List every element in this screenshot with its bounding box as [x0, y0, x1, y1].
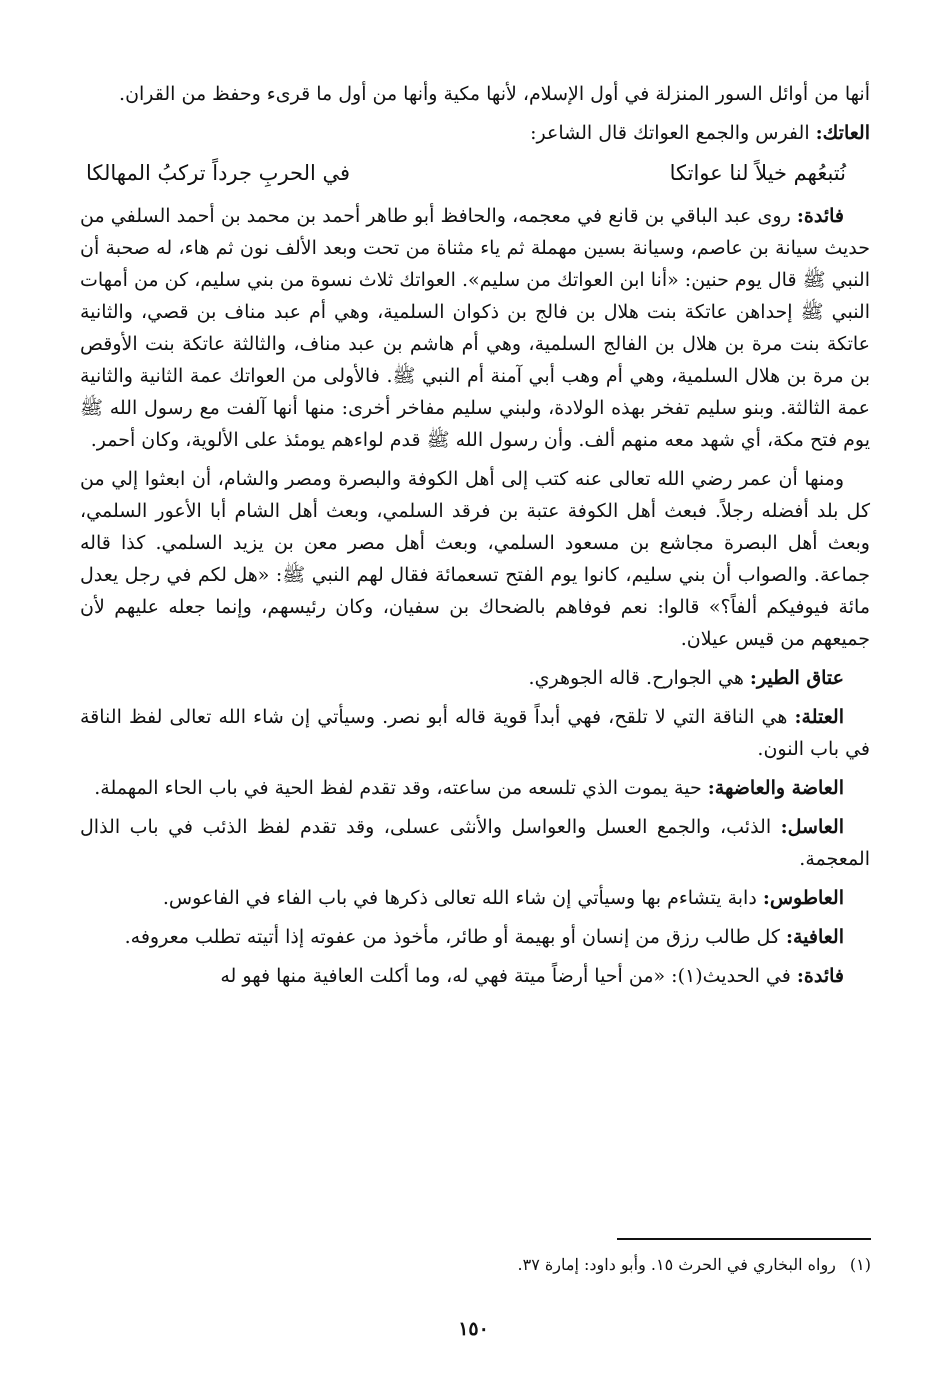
entry-term: فائدة:: [796, 205, 844, 227]
entry-al-afiya: [80, 921, 870, 953]
verse-second-hemistich: في الحربِ جرداً تركبُ المهالكا: [86, 161, 351, 185]
entry-ataq-al-tayr: [80, 662, 870, 694]
entry-term: العاتك:: [815, 122, 870, 144]
entry-term: العافية:: [785, 926, 844, 948]
entry-faida-1: [80, 200, 870, 456]
entry-term: فائدة:: [796, 965, 844, 987]
entry-text: الذئب، والجمع العسل والعواسل والأنثى عسلى، وقد تقدم لفظ الذئب في باب الذال المعجمة.: [80, 816, 870, 870]
entry-text: الفرس والجمع العواتك قال الشاعر:: [530, 122, 816, 144]
footnote-number: (١): [849, 1255, 871, 1274]
entry-faida-2: [80, 960, 870, 992]
entry-text: في الحديث(١): «من أحيا أرضاً ميتة فهي له، وما أكلت العافية منها فهو له: [220, 965, 797, 987]
paragraph-text: أنها من أوائل السور المنزلة في أول الإسلام، لأنها مكية وأنها من أول ما قرىء وحفظ من القران.: [119, 83, 870, 105]
paragraph-intro: [80, 78, 870, 110]
entry-term: عتاق الطير:: [749, 667, 844, 689]
entry-term: العاطوس:: [762, 887, 844, 909]
entry-al-atus: [80, 882, 870, 914]
entry-text: هي الناقة التي لا تلقح، فهي أبداً قوية قاله أبو نصر. وسيأتي إن شاء الله تعالى لفظ الناقة في باب النون.: [80, 706, 870, 760]
entry-term: العاسل:: [780, 816, 844, 838]
footnote: [300, 1253, 871, 1277]
page-body: [80, 78, 870, 999]
entry-al-atala: [80, 701, 870, 765]
poetry-verse: [80, 156, 870, 190]
entry-text: حية يموت الذي تلسعه من ساعته، وقد تقدم لفظ الحية في باب الحاء المهملة.: [94, 777, 708, 799]
entry-text: كل طالب رزق من إنسان أو بهيمة أو طائر، مأخوذ من عفوته إذا أتيته تطلب معروفه.: [124, 926, 786, 948]
entry-al-asil: [80, 811, 870, 875]
page-number: ١٥٠: [458, 1318, 489, 1340]
entry-text: روى عبد الباقي بن قانع في معجمه، والحافظ أبو طاهر أحمد بن محمد بن أحمد السلفي من حديث سيانة بن عاصم، وسيانة بسين مهملة ثم ياء مثناة من تحت وبعد الألف نون ثم هاء، له صحبة أن النبي ﷺ قال يوم حنين: «أنا ابن العواتك من سليم». العواتك ثلاث نسوة من بني سليم، كن من أمهات النبي ﷺ إحداهن عاتكة بنت هلال بن فالج بن ذكوان السلمية، وهي أم عبد مناف بن قصي، والثانية عاتكة بنت مرة بن هلال بن الفالج السلمية، وهي أم هاشم بن عبد مناف، والثالثة عاتكة بنت الأوقص بن مرة بن هلال السلمية، وهي أم وهب أبي آمنة أم النبي ﷺ. فالأولى من العواتك عمة الثانية والثانية عمة الثالثة. وبنو سليم تفخر بهذه الولادة، ولبني سليم مفاخر أخرى: منها أنها آلفت مع رسول الله ﷺ يوم فتح مكة، أي شهد معه منهم ألف. وأن رسول الله ﷺ قدم لواءهم يومئذ على الألوية، وكان أحمر.: [80, 205, 870, 451]
paragraph-text: ومنها أن عمر رضي الله تعالى عنه كتب إلى أهل الكوفة والبصرة ومصر والشام، أن ابعثوا إلي من كل بلد أفضله رجلاً. فبعث أهل الكوفة عتبة بن فرقد السلمي، وبعث أهل الشام أبا الأعور السلمي، وبعث أهل البصرة مجاشع بن مسعود السلمي، وبعث أهل مصر معن بن يزيد السلمي. كذا قاله جماعة. والصواب أن بني سليم، كانوا يوم الفتح تسعمائة فقال لهم النبي ﷺ: «هل لكم في رجل يعدل مائة فيوفيكم ألفاً؟» قالوا: نعم فوفاهم بالضحاك بن سفيان، وكان رئيسهم، وإنما جعله عليهم لأن جميعهم من قيس عيلان.: [80, 468, 870, 650]
entry-al-adda: [80, 772, 870, 804]
entry-text: دابة يتشاءم بها وسيأتي إن شاء الله تعالى ذكرها في باب الفاء في الفاعوس.: [162, 887, 763, 909]
entry-term: العتلة:: [794, 706, 844, 728]
footnote-text: رواه البخاري في الحرث ١٥. وأبو داود: إمارة ٣٧.: [517, 1255, 836, 1274]
footnote-divider: [617, 1238, 871, 1240]
entry-text: هي الجوارح. قاله الجوهري.: [528, 667, 750, 689]
entry-al-atik: [80, 117, 870, 149]
entry-term: العاضة والعاضهة:: [707, 777, 844, 799]
verse-first-hemistich: نُتبعُهم خيلاً لنا عواتكا: [669, 161, 846, 185]
paragraph-umar: [80, 463, 870, 655]
